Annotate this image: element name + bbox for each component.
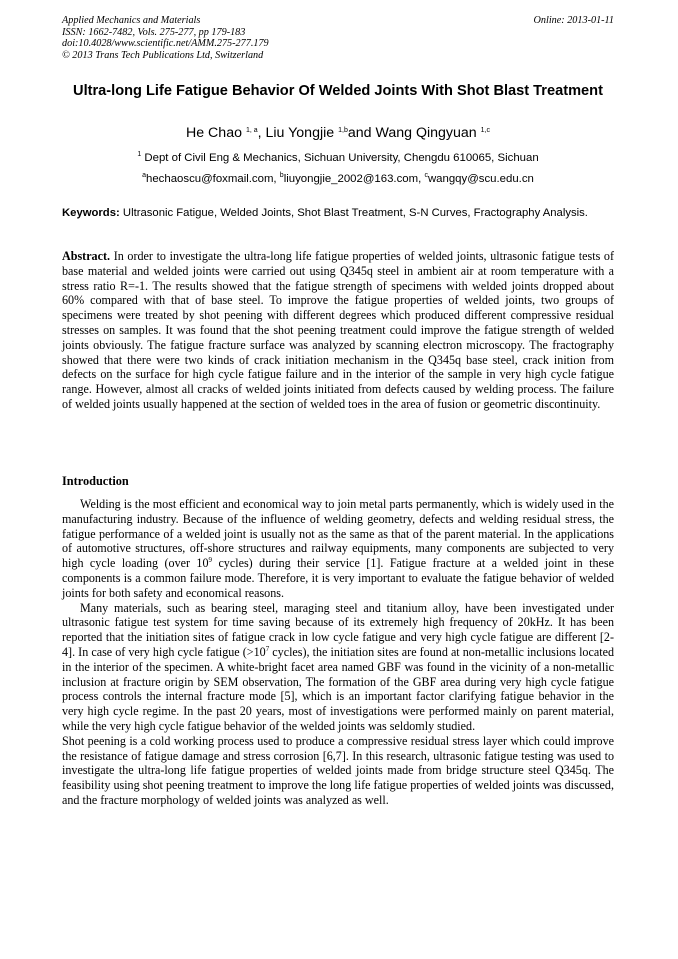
- exponent: 9: [208, 556, 213, 565]
- email-address: wangqy@scu.edu.cn: [427, 173, 534, 185]
- email-mark: b: [279, 172, 284, 179]
- author-name: Wang Qingyuan: [375, 125, 477, 141]
- author-list: He Chao $^{1, a}$, Liu Yongjie $^{1,b}$and Wang Qingyuan $^{1,c}$: [185, 125, 490, 141]
- author-conjunction: and: [347, 125, 372, 141]
- affiliation-mark: 1: [137, 151, 142, 158]
- keywords-label: Keywords:: [62, 207, 120, 219]
- paragraph-text: Many materials, such as bearing steel, maraging steel and titanium alloy, have been investigated under ultrasonic fatigue test system for time saving because of its extremely high frequency of 20kHz. It has been reported that the initiation sites of fatigue crack in low cycle fatigue and very high cycle fatigue are different [2-4]. In case of very high cycle fatigue (>10: [62, 600, 614, 659]
- copyright-line: © 2013 Trans Tech Publications Ltd, Switzerland: [62, 49, 264, 61]
- email-address: liuyongjie_2002@163.com,: [283, 173, 422, 185]
- abstract-section: [62, 249, 614, 412]
- author-name: He Chao: [185, 125, 242, 141]
- doi-line: doi:10.4028/www.scientific.net/AMM.275-277.179: [62, 38, 269, 49]
- paragraph-text: Shot peening is a cold working process used to produce a compressive residual stress layer which could improve the resistance of fatigue damage and stress corrosion [6,7]. In this research, ultrasonic fatigue testing was used to investigate the ultra-long life fatigue properties of welded joints made from bridge structure steel Q345q. The feasibility using shot peening treatment to improve the long life fatigue properties of welded joints was discussed, and the fracture morphology of welded joints was analyzed as well.: [62, 733, 614, 807]
- journal-name: Applied Mechanics and Materials: [62, 15, 201, 26]
- email-address: hechaoscu@foxmail.com,: [146, 173, 277, 185]
- author-affiliation-mark: 1,b: [338, 127, 348, 134]
- body-paragraph: [62, 601, 614, 734]
- affiliation: [62, 151, 614, 165]
- keywords-text: Ultrasonic Fatigue, Welded Joints, Shot Blast Treatment, S-N Curves, Fractography Analysis.: [122, 207, 588, 219]
- body-paragraph: [62, 734, 614, 808]
- paragraph-text: cycles) during their service [1]. Fatigue fracture at a welded joint in these components is a common failure mode. Therefore, it is very important to evaluate the fatigue behavior of welded joints for both safety and economical reasons.: [62, 556, 614, 600]
- paragraph-text: Welding is the most efficient and economical way to join metal parts permanently, which is widely used in the manufacturing industry. Because of the influence of welding geometry, defects and welding residual stress, the fatigue performance of a welded joint is usually not as the same as that of the parent material. In the applications of automotive structures, off-shore structures and railway equipments, many components are subjected to very high cycle loading (over 10: [62, 497, 614, 571]
- author-name: Liu Yongjie: [265, 125, 335, 141]
- affiliation-text: Dept of Civil Eng & Mechanics, Sichuan University, Chengdu 610065, Sichuan: [144, 152, 539, 164]
- journal-header: [62, 15, 614, 61]
- keywords-section: [62, 206, 614, 221]
- email-mark: c: [424, 172, 428, 179]
- author-affiliation-mark: 1,c: [480, 127, 490, 134]
- introduction-body: [62, 497, 614, 808]
- section-heading-introduction: Introduction: [62, 474, 129, 488]
- abstract-text: In order to investigate the ultra-long life fatigue properties of welded joints, ultrasonic fatigue tests of base material and welded joints were carried out using Q345q steel in ambient air at room temperature with a stress ratio R=-1. The results showed that the fatigue strength of specimens with welded joints dropped about 60% compared with that of base steel. To improve the fatigue properties of welded joints, two groups of specimens were treated by shot peening with different degrees which produced different compressive residual stresses on samples. It was found that the shot peening treatment could improve the fatigue strength of welded joints obviously. The fatigue fracture surface was analyzed by scanning electron microscopy. The fractography showed that there were two kinds of crack initiation mechanism in the Q345q base steel, crack inition from defects on the surface for high cycle fatigue failure and in the interior of the sample in very high cycle fatigue range. However, almost all cracks of welded joints initiated from defects caused by welding process. The failure of welded joints usually happened at the section of welded toes in the area of fusion or geometric discontinuity.: [62, 249, 614, 411]
- exponent: 7: [265, 644, 270, 653]
- issn-line: ISSN: 1662-7482, Vols. 275-277, pp 179-183: [62, 26, 246, 38]
- author-emails: [62, 172, 614, 186]
- author-affiliation-mark: 1, a: [245, 127, 258, 134]
- abstract-label: Abstract.: [62, 249, 111, 263]
- email-mark: a: [142, 172, 147, 179]
- paragraph-text: cycles), the initiation sites are found at non-metallic inclusions located in the interior of the specimen. A white-bright facet area named GBF was found in the vicinity of a non-metallic inclusion at fracture origin by SEM observation, The formation of the GBF area during very high cycle fatigue process controls the internal fracture mode [5], which is an important factor clarifying fatigue behavior in the very high cycle regime. In the past 20 years, most of investigations were performed mainly on parent material, while the very high cycle fatigue behavior of the welded joints was seldomly studied.: [62, 644, 614, 733]
- paper-title: Ultra-long Life Fatigue Behavior Of Welded Joints With Shot Blast Treatment: [73, 83, 603, 99]
- body-paragraph: [62, 497, 614, 601]
- online-date: Online: 2013-01-11: [533, 15, 614, 26]
